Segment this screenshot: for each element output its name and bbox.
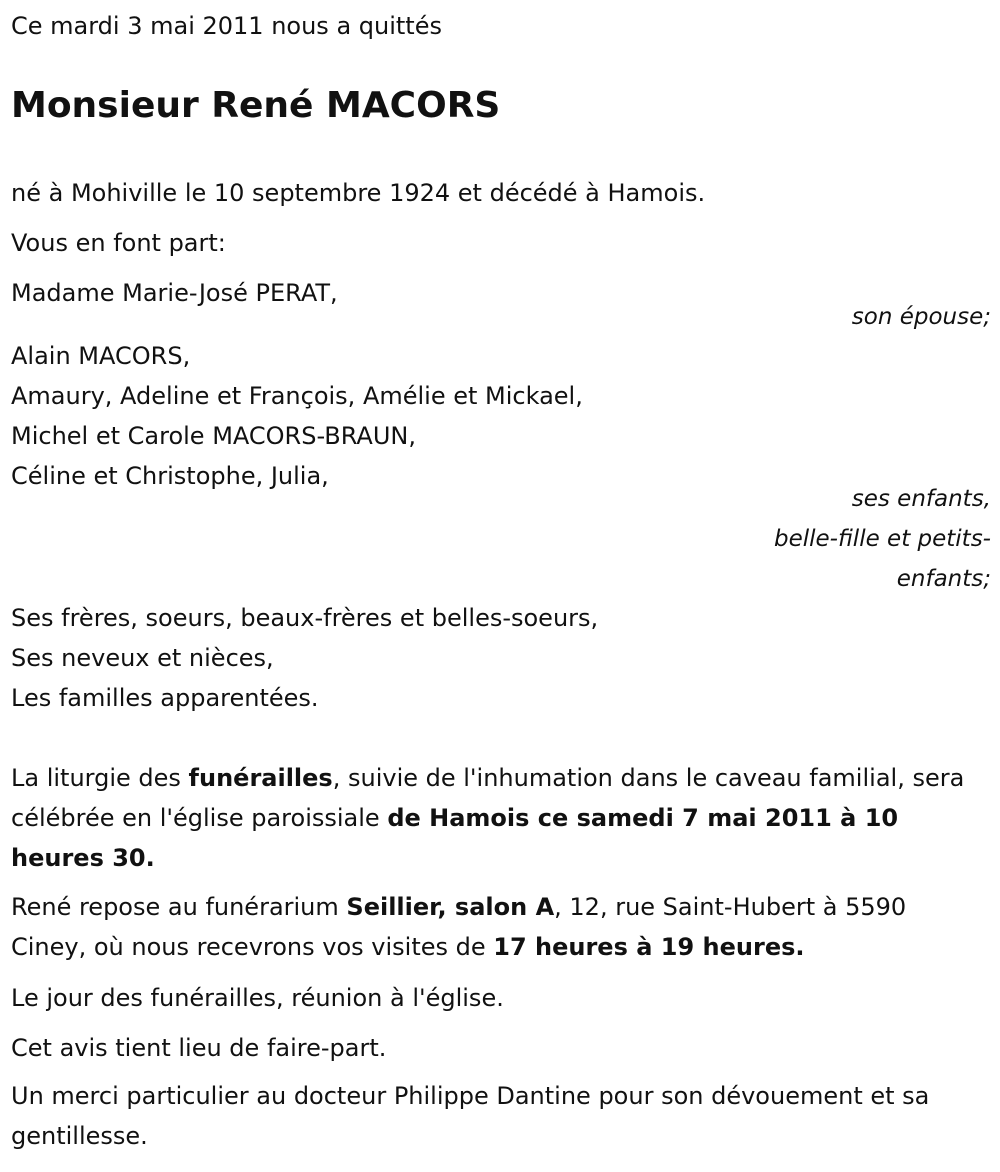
funeral-text: La liturgie des bbox=[11, 764, 189, 792]
relatives-line: Ses neveux et nièces, bbox=[11, 644, 274, 672]
relatives-line: Ses frères, soeurs, beaux-frères et belles-soeurs, bbox=[11, 604, 599, 632]
intro-text: Ce mardi 3 mai 2011 nous a quittés bbox=[11, 12, 442, 40]
birth-death-text: né à Mohiville le 10 septembre 1924 et décédé à Hamois. bbox=[11, 179, 706, 207]
funeral-emphasis: funérailles bbox=[188, 764, 333, 792]
children-relation-line: enfants; bbox=[896, 566, 991, 592]
repose-text: René repose au funérarium bbox=[11, 893, 347, 921]
children-line: Amaury, Adeline et François, Amélie et Mickael, bbox=[11, 382, 583, 410]
repose-text: , 12, rue Saint-Hubert à 5590 Ciney, où nous recevrons vos visites de bbox=[11, 893, 907, 961]
notice-text: Cet avis tient lieu de faire-part. bbox=[11, 1034, 387, 1062]
spouse-relation: son épouse; bbox=[851, 304, 991, 330]
children-relation-line: belle-fille et petits- bbox=[773, 526, 991, 552]
relatives-line: Les familles apparentées. bbox=[11, 684, 319, 712]
children-relation-line: ses enfants, bbox=[851, 486, 991, 512]
repose-paragraph bbox=[11, 887, 986, 967]
funerarium-name: Seillier, salon A bbox=[346, 893, 555, 921]
children-line: Céline et Christophe, Julia, bbox=[11, 462, 329, 490]
children-line: Michel et Carole MACORS-BRAUN, bbox=[11, 422, 416, 450]
deceased-name: Monsieur René MACORS bbox=[11, 85, 501, 126]
funeral-paragraph bbox=[11, 758, 986, 878]
children-line: Alain MACORS, bbox=[11, 342, 191, 370]
reunion-text: Le jour des funérailles, réunion à l'église. bbox=[11, 984, 504, 1012]
funeral-date-time: de Hamois ce samedi 7 mai 2011 à 10 heures 30. bbox=[11, 804, 899, 872]
thanks-text: Un merci particulier au docteur Philippe Dantine pour son dévouement et sa gentillesse. bbox=[11, 1082, 930, 1150]
spouse-name: Madame Marie-José PERAT, bbox=[11, 279, 338, 307]
announcers-intro: Vous en font part: bbox=[11, 229, 226, 257]
visiting-hours: 17 heures à 19 heures. bbox=[493, 933, 805, 961]
funeral-text: , suivie de l'inhumation dans le caveau familial, sera célébrée en l'église paroissiale bbox=[11, 764, 965, 832]
